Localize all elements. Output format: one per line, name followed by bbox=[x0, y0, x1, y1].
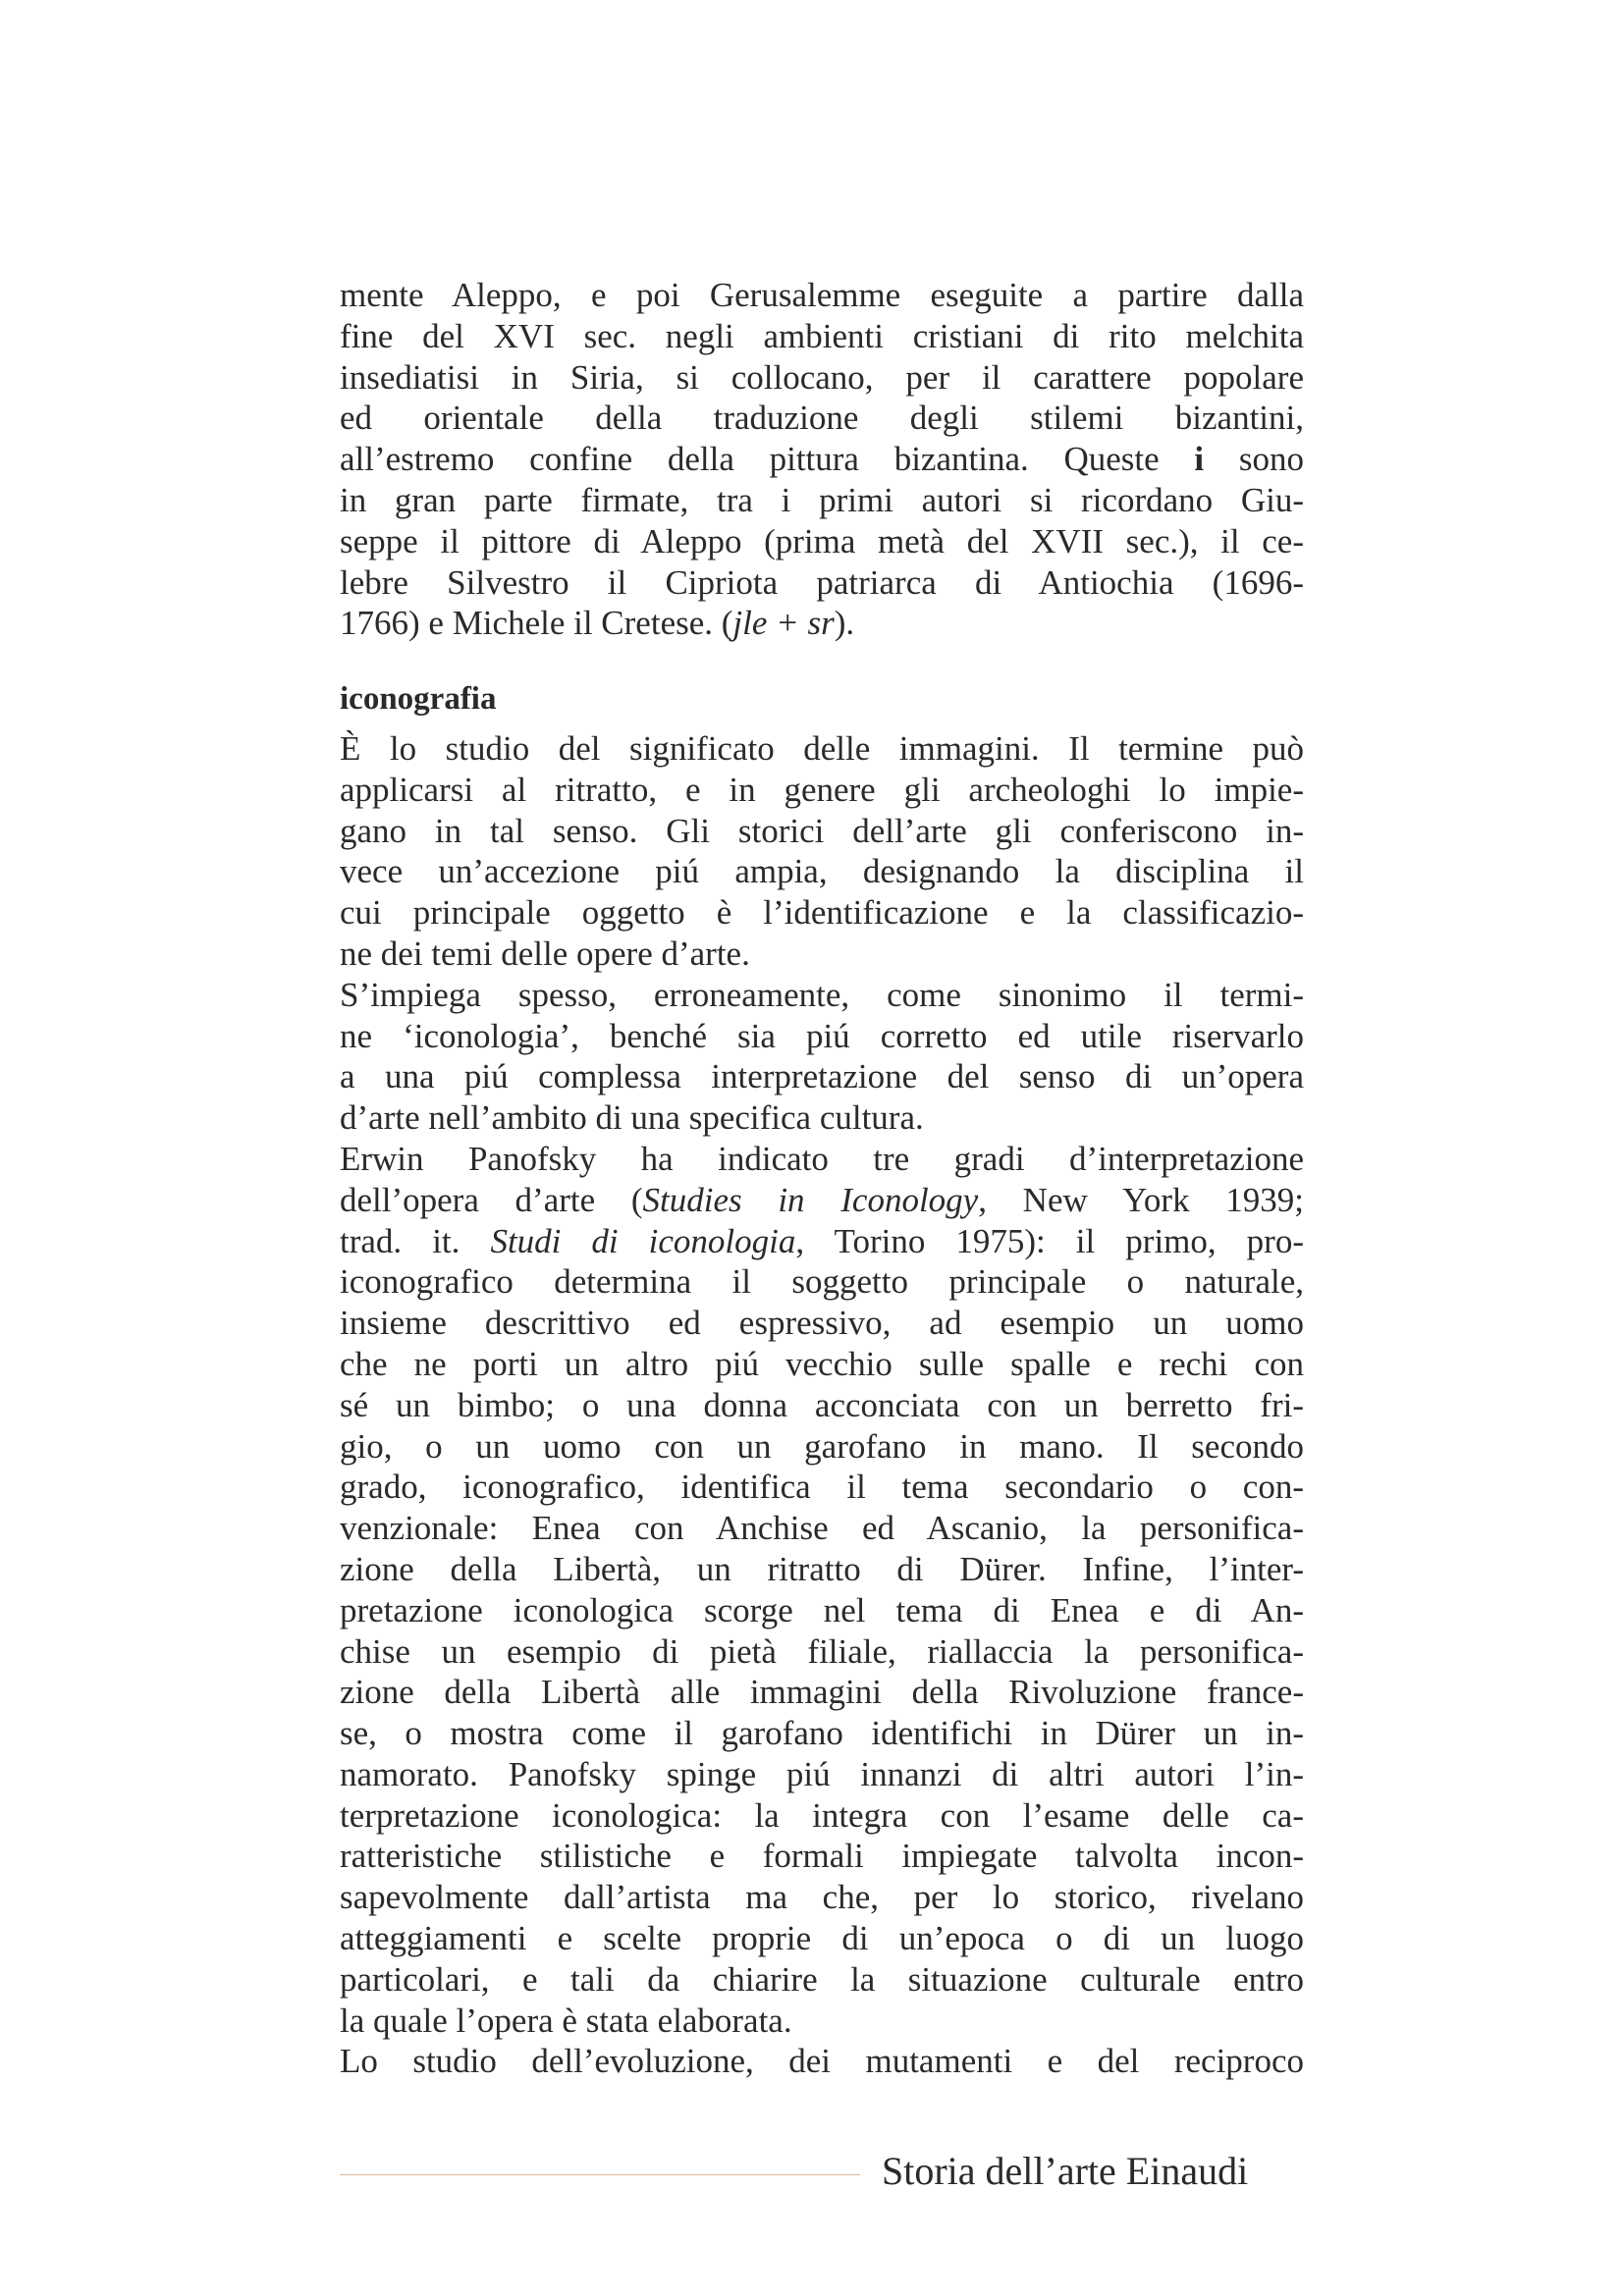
text-line: venzionale: Enea con Anchise ed Ascanio, la personifica- bbox=[340, 1509, 1304, 1548]
text-line: Lo studio dell’evoluzione, dei mutamenti e del reciproco bbox=[340, 2042, 1304, 2081]
intro-paragraph bbox=[340, 275, 1304, 644]
text-line bbox=[340, 603, 1304, 644]
text-line bbox=[340, 1180, 1304, 1221]
text-run: sec. negli ambienti cristiani di rito melchita bbox=[554, 316, 1304, 355]
text-run: , New York 1939; bbox=[978, 1180, 1305, 1219]
text-line: se, o mostra come il garofano identifichi in Dürer un in- bbox=[340, 1714, 1304, 1753]
book-title: Studi di iconologia bbox=[490, 1221, 796, 1260]
text-line: ne ‘iconologia’, benché sia piú corretto ed utile riservarlo bbox=[340, 1016, 1304, 1055]
text-line bbox=[340, 521, 1304, 562]
text-run: all’estremo confine della pittura bizantina. Queste bbox=[340, 440, 1195, 479]
text-line: la quale l’opera è stata elaborata. bbox=[340, 2001, 792, 2040]
text-line: ratteristiche stilistiche e formali impiegate talvolta incon- bbox=[340, 1837, 1304, 1876]
text-run: trad. it. bbox=[340, 1221, 491, 1260]
text-run: sono bbox=[1204, 440, 1304, 479]
text-line bbox=[340, 316, 1304, 357]
text-line: È lo studio del significato delle immagini. Il termine può bbox=[340, 728, 1304, 768]
text-line: gano in tal senso. Gli storici dell’arte gli conferiscono in- bbox=[340, 811, 1304, 850]
entry-paragraph-3 bbox=[340, 1139, 1304, 2042]
text-line: iconografico determina il soggetto principale o naturale, bbox=[340, 1262, 1304, 1302]
text-line: vece un’accezione piú ampia, designando la disciplina il bbox=[340, 852, 1304, 891]
text-line: lebre Silvestro il Cipriota patriarca di Antiochia (1696- bbox=[340, 562, 1304, 602]
book-title: Studies in Iconology bbox=[642, 1180, 979, 1219]
footer-rule bbox=[340, 2174, 860, 2175]
text-line: namorato. Panofsky spinge piú innanzi di altri autori l’in- bbox=[340, 1754, 1304, 1793]
author-initials: jle + sr bbox=[732, 604, 835, 643]
entry-paragraph-1 bbox=[340, 728, 1304, 975]
text-line: in gran parte firmate, tra i primi autori si ricordano Giu- bbox=[340, 480, 1304, 519]
text-line: zione della Libertà, un ritratto di Dürer. Infine, l’inter- bbox=[340, 1549, 1304, 1588]
text-line bbox=[340, 1221, 1304, 1262]
text-line: chise un esempio di pietà filiale, riallaccia la personifica- bbox=[340, 1631, 1304, 1671]
text-line: grado, iconografico, identifica il tema secondario o con- bbox=[340, 1468, 1304, 1507]
text-line: a una piú complessa interpretazione del senso di un’opera bbox=[340, 1057, 1304, 1096]
text-line: sé un bimbo; o una donna acconciata con un berretto fri- bbox=[340, 1385, 1304, 1424]
century-numeral: XVI bbox=[493, 316, 555, 355]
text-run: sec.), il ce- bbox=[1104, 521, 1304, 561]
text-run: fine del bbox=[340, 316, 494, 355]
entry-paragraph-4 bbox=[340, 2041, 1304, 2082]
text-line: Erwin Panofsky ha indicato tre gradi d’interpretazione bbox=[340, 1139, 1304, 1178]
text-line: applicarsi al ritratto, e in genere gli archeologhi lo impie- bbox=[340, 770, 1304, 809]
text-line: d’arte nell’ambito di una specifica cultura. bbox=[340, 1098, 924, 1138]
text-run: seppe il pittore di Aleppo (prima metà del bbox=[340, 521, 1032, 561]
page-body bbox=[340, 275, 1304, 2082]
text-line bbox=[340, 439, 1304, 480]
text-line: mente Aleppo, e poi Gerusalemme eseguite a partire dalla bbox=[340, 276, 1304, 314]
entry-paragraph-2 bbox=[340, 975, 1304, 1139]
text-line: cui principale oggetto è l’identificazione e la classificazio- bbox=[340, 893, 1304, 933]
text-line: ed orientale della traduzione degli stilemi bizantini, bbox=[340, 399, 1304, 438]
text-line: particolari, e tali da chiarire la situazione culturale entro bbox=[340, 1959, 1304, 1999]
text-run: , Torino 1975): il primo, pro- bbox=[795, 1221, 1304, 1260]
text-line: zione della Libertà alle immagini della Rivoluzione france- bbox=[340, 1673, 1304, 1712]
text-line: insieme descrittivo ed espressivo, ad esempio un uomo bbox=[340, 1304, 1304, 1343]
text-line: sapevolmente dall’artista ma che, per lo storico, rivelano bbox=[340, 1878, 1304, 1917]
text-line: insediatisi in Siria, si collocano, per il carattere popolare bbox=[340, 357, 1304, 397]
text-line: atteggiamenti e scelte proprie di un’epoca o di un luogo bbox=[340, 1919, 1304, 1958]
entry-heading: iconografia bbox=[340, 681, 497, 718]
text-run: 1766) e Michele il Cretese. ( bbox=[340, 604, 733, 643]
text-line: pretazione iconologica scorge nel tema di Enea e di An- bbox=[340, 1590, 1304, 1629]
text-run: ). bbox=[834, 604, 855, 643]
running-footer: Storia dell’arte Einaudi bbox=[882, 2149, 1249, 2193]
text-line: S’impiega spesso, erroneamente, come sinonimo il termi- bbox=[340, 975, 1304, 1014]
text-line: gio, o un uomo con un garofano in mano. Il secondo bbox=[340, 1426, 1304, 1466]
century-numeral: XVII bbox=[1031, 521, 1105, 561]
text-line: ne dei temi delle opere d’arte. bbox=[340, 934, 750, 973]
cross-reference: i bbox=[1194, 440, 1205, 479]
text-run: dell’opera d’arte ( bbox=[340, 1180, 643, 1219]
text-line: terpretazione iconologica: la integra con l’esame delle ca- bbox=[340, 1795, 1304, 1835]
text-line: che ne porti un altro piú vecchio sulle spalle e rechi con bbox=[340, 1344, 1304, 1383]
